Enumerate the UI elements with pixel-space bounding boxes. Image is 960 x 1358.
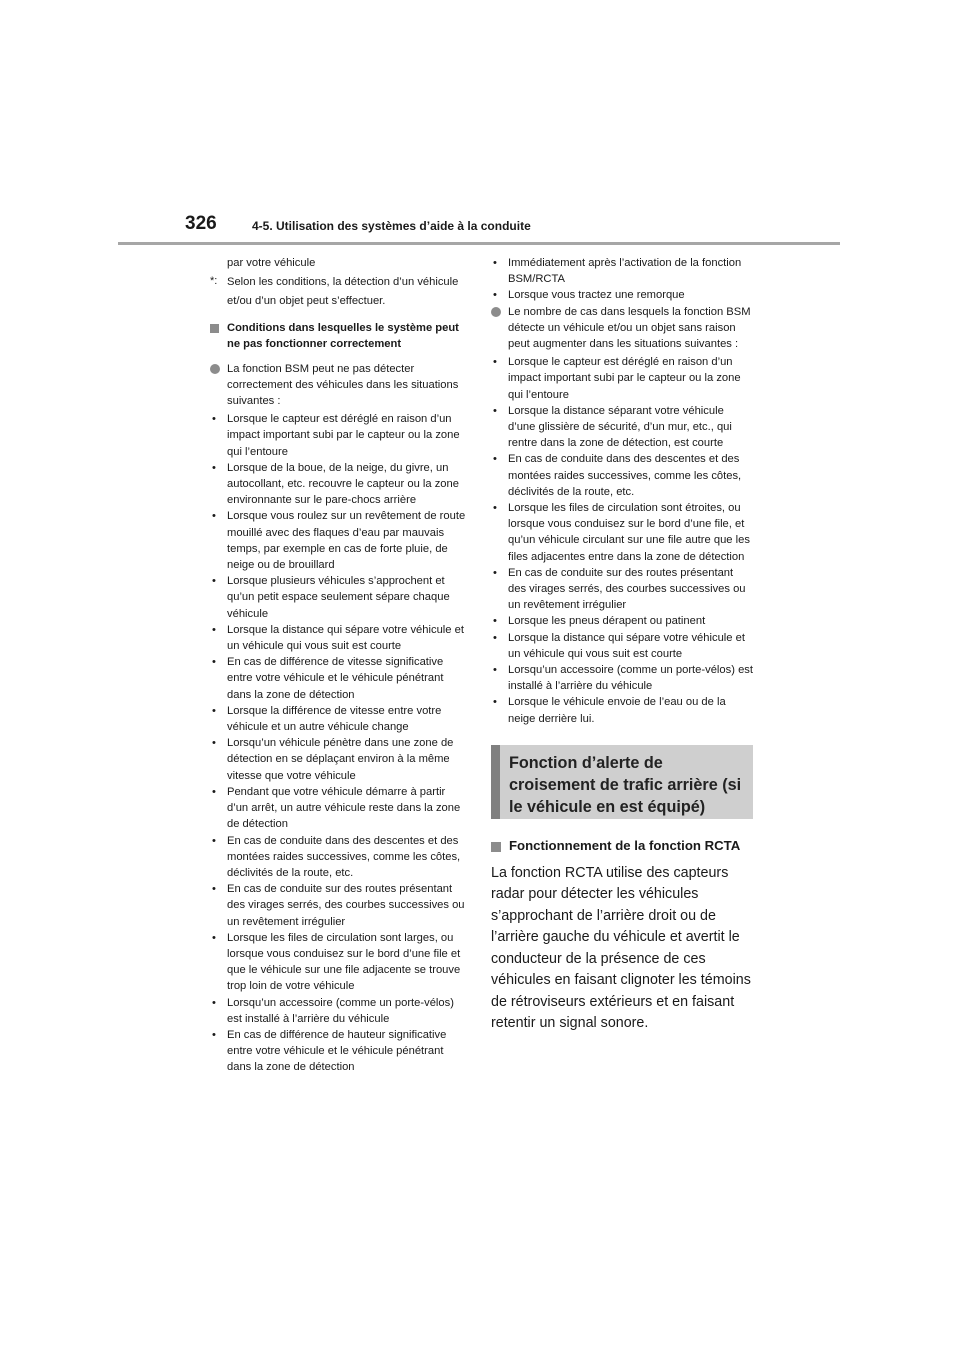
bullet-dot: • [493, 289, 497, 302]
bullet-dot: • [493, 566, 497, 579]
list-item: • En cas de conduite dans des descentes et des montées raides successives, comme les côtes, déclivités de la route, etc. [212, 834, 461, 879]
list-item: • En cas de différence de hauteur significative entre votre véhicule et le véhicule pénétrant dans la zone de détection [212, 1028, 447, 1074]
bullet-dot: • [212, 461, 216, 474]
bullet-dot: • [212, 834, 216, 847]
right-column [491, 255, 753, 1035]
page-number: 326 [185, 213, 217, 234]
bullet-dot: • [493, 257, 497, 269]
subheading-conditions [210, 320, 468, 352]
list-item: • Lorsque la différence de vitesse entre votre véhicule et un autre véhicule change [212, 704, 442, 734]
list-item: • Lorsque de la boue, de la neige, du givre, un autocollant, etc. recouvre le capteur ou la zone environnante sur le pare-chocs arrière [212, 461, 459, 507]
footnote-text: Selon les conditions, la détection d’un véhicule et/ou d’un objet peut s’effectuer. [227, 276, 459, 308]
bullet-dot: • [493, 356, 497, 369]
bullet-dot: • [212, 931, 216, 944]
left-bullet-list [210, 411, 468, 1075]
bullet-dot: • [493, 696, 497, 709]
chapter-title: 4-5. Utilisation des systèmes d’aide à la conduite [252, 219, 531, 233]
bullet-dot: • [493, 453, 497, 466]
left-column [210, 255, 468, 1076]
bullet-dot: • [212, 785, 216, 798]
bullet-dot: • [212, 623, 216, 636]
section-heading-box [491, 745, 753, 819]
list-item: • Lorsqu’un accessoire (comme un porte-vélos) est installé à l’arrière du véhicule [212, 996, 454, 1025]
list-item: • Lorsque la distance qui sépare votre véhicule et un véhicule qui vous suit est courte [493, 631, 745, 660]
bullet-dot: • [212, 1028, 216, 1041]
bullet-dot: • [212, 737, 216, 750]
subheading-text: Conditions dans lesquelles le système peut ne pas fonctionner correctement [227, 322, 459, 351]
section-accent-bar [491, 745, 500, 819]
bullet-dot: • [493, 631, 497, 644]
bullet-dot: • [212, 413, 216, 426]
list-item: • Lorsque le capteur est déréglé en raison d’un impact important subi par le capteur ou la zone qui l’entoure [212, 413, 460, 458]
intro-block [210, 361, 468, 410]
list-item: • Lorsque les pneus dérapent ou patinent [491, 613, 753, 629]
bullet-dot: • [212, 883, 216, 896]
header-divider [118, 242, 840, 245]
list-item: • Pendant que votre véhicule démarre à partir d’un arrêt, un autre véhicule reste dans la zone de détection [212, 785, 461, 831]
list-item: • Lorsque les files de circulation sont étroites, ou lorsque vous conduisez sur le bord d’une file, et qu’un véhicule circulant sur une file autre que les files adjacentes entre dans la zone de détection [493, 502, 750, 563]
list-item: • Lorsque le capteur est déréglé en raison d’un impact important subi par le capteur ou la zone qui l’entoure [493, 356, 741, 401]
list-item: • En cas de conduite dans des descentes et des montées raides successives, comme les côtes, déclivités de la route, etc. [493, 453, 742, 498]
subheading-rcta [491, 837, 753, 855]
rcta-paragraph: La fonction RCTA utilise des capteurs radar pour détecter les véhicules s’approchant de l’arrière droit ou de l’arrière gauche du véhicule et avertit le conducteur de la présence de ces véhicules en faisant clignoter les témoins de rétroviseurs extérieurs et en faisant retentir un signal sonore. [491, 864, 751, 1032]
bullet-dot: • [493, 664, 497, 677]
bullet-dot: • [212, 575, 216, 588]
list-item: • Lorsque les files de circulation sont larges, ou lorsque vous conduisez sur le bord d’une file et que le véhicule sur une file adjacente se trouve trop loin de votre véhicule [212, 931, 461, 993]
continued-text: par votre véhicule [227, 257, 316, 269]
list-item: • En cas de différence de vitesse significative entre votre véhicule et le véhicule pénétrant dans la zone de détection [212, 656, 444, 701]
right-top-bullet-list [491, 255, 753, 304]
list-item: • Immédiatement après l’activation de la fonction BSM/RCTA [493, 257, 742, 286]
circle-bullet-icon [491, 307, 501, 317]
right-bullet-list [491, 354, 753, 727]
bullet-dot: • [212, 656, 216, 669]
list-item: • En cas de conduite sur des routes présentant des virages serrés, des courbes successives ou un revêtement irrégulier [493, 566, 746, 612]
square-bullet-icon [210, 324, 219, 333]
subheading-text: Fonctionnement de la fonction RCTA [509, 837, 741, 853]
footnote-mark: *: [210, 275, 218, 288]
list-item: • Lorsque le véhicule envoie de l’eau ou de la neige derrière lui. [493, 696, 726, 725]
section-title: Fonction d’alerte de croisement de trafic arrière (si le véhicule en est équipé) [509, 753, 742, 816]
intro-text: La fonction BSM peut ne pas détecter correctement des véhicules dans les situations suivantes : [227, 362, 459, 408]
bullet-dot: • [212, 510, 216, 523]
list-item: • Lorsque la distance séparant votre véhicule d’une glissière de sécurité, d’un mur, etc., qui rentre dans la zone de détection, est courte [493, 404, 732, 450]
list-item: • En cas de conduite sur des routes présentant des virages serrés, des courbes successives ou un revêtement irrégulier [212, 883, 465, 928]
bullet-dot: • [212, 704, 216, 717]
list-item: • Lorsque la distance qui sépare votre véhicule et un véhicule qui vous suit est courte [212, 623, 464, 653]
bullet-dot: • [493, 404, 497, 417]
list-item: • Lorsqu’un véhicule pénètre dans une zone de détection en se déplaçant environ à la même vitesse que votre véhicule [212, 737, 454, 782]
list-item: • Lorsque vous roulez sur un revêtement de route mouillé avec des flaques d’eau par mauvais temps, par exemple en cas de forte pluie, de neige ou de brouillard [212, 510, 466, 572]
list-item: • Lorsque vous tractez une remorque [491, 287, 753, 303]
bullet-dot: • [493, 615, 497, 628]
circle-bullet-icon [210, 364, 220, 374]
bullet-dot: • [212, 996, 216, 1009]
list-item: • Lorsqu’un accessoire (comme un porte-vélos) est installé à l’arrière du véhicule [493, 664, 753, 693]
intro-block [491, 304, 753, 353]
intro-text: Le nombre de cas dans lesquels la fonction BSM détecte un véhicule et/ou un objet sans raison peut augmenter dans les situations suivantes : [508, 305, 751, 351]
square-bullet-icon [491, 842, 501, 852]
footnote [210, 273, 468, 311]
bullet-dot: • [493, 502, 497, 515]
list-item: • Lorsque plusieurs véhicules s’approchent et qu’un petit espace seulement sépare chaque véhicule [212, 575, 450, 620]
